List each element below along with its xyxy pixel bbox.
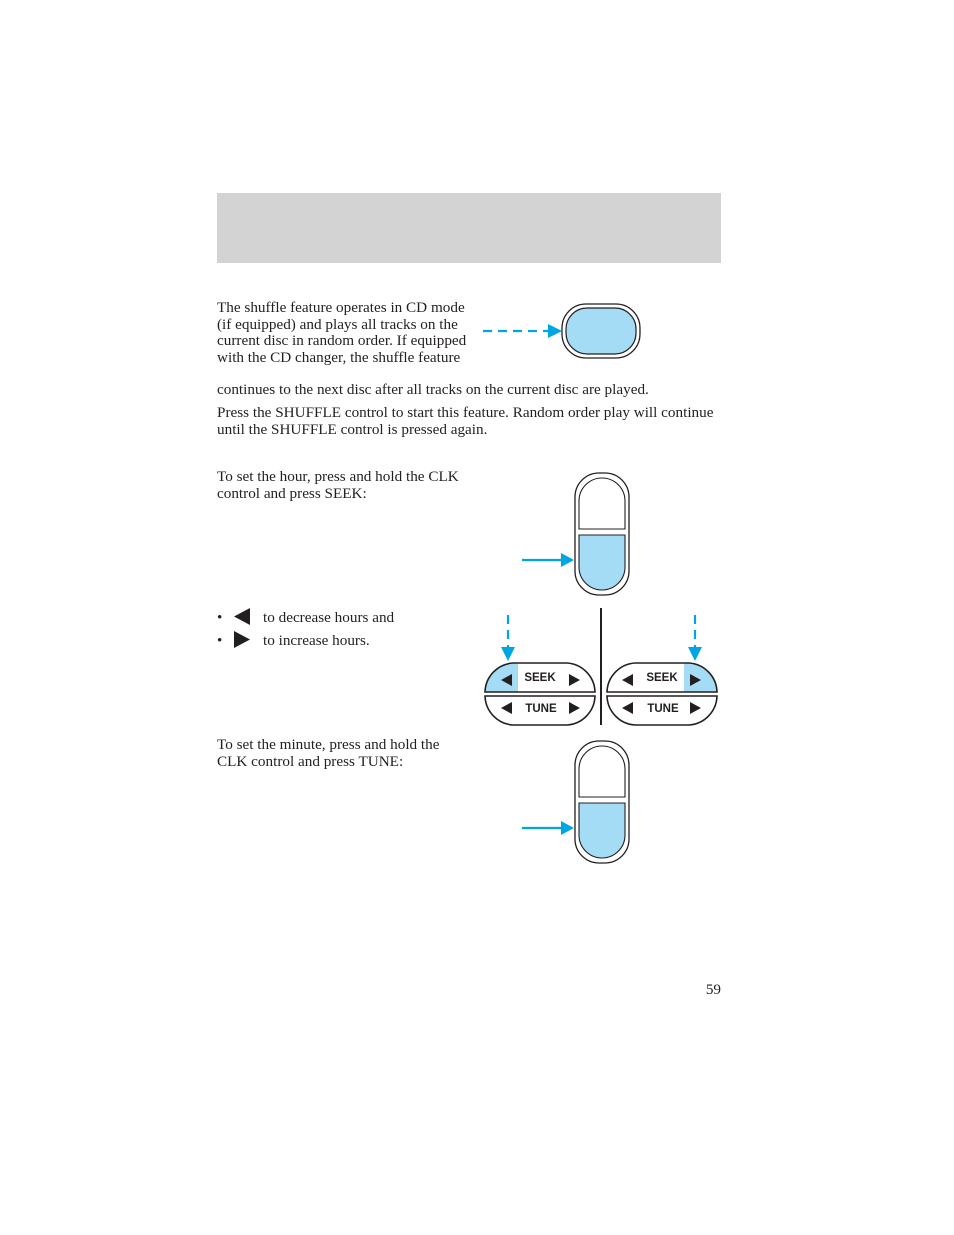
clk-rocker-lower-highlight	[579, 535, 625, 590]
seek-label: SEEK	[524, 672, 556, 684]
right-triangle-icon	[233, 631, 263, 652]
seek-tune-panel-right	[607, 615, 717, 725]
bullet-dot: •	[217, 608, 223, 626]
seek-left-arrow-icon	[622, 674, 633, 686]
clk-rocker-minute-figure	[518, 738, 638, 868]
minute-instruction: To set the minute, press and hold the CLK control and press TUNE:	[217, 736, 440, 770]
tune-label: TUNE	[525, 703, 557, 715]
shuffle-usage: Press the SHUFFLE control to start this feature. Random order play will continue until the SHUFFLE control is pressed again.	[217, 404, 714, 438]
seek-tune-figure	[480, 605, 725, 730]
tune-right-arrow-icon	[690, 702, 701, 714]
tune-label: TUNE	[647, 703, 679, 715]
clk-rocker-lower-highlight	[579, 803, 625, 858]
tune-right-arrow-icon	[569, 702, 580, 714]
bullet-increase	[217, 631, 370, 652]
shuffle-button-figure	[480, 300, 650, 362]
shuffle-description: The shuffle feature operates in CD mode (if equipped) and plays all tracks on the current disc in random order. If equipped with the CD changer, the shuffle feature	[217, 299, 467, 366]
pointer-arrowhead	[548, 324, 562, 338]
shuffle-description-continued: continues to the next disc after all tracks on the current disc are played.	[217, 381, 649, 398]
page-number: 59	[705, 981, 721, 998]
header-band	[217, 193, 721, 263]
clk-rocker-upper	[579, 478, 625, 529]
pointer-arrowhead	[688, 647, 702, 661]
pointer-arrowhead	[561, 821, 574, 835]
bullet-text: to increase hours.	[263, 631, 370, 649]
seek-tune-panel-left	[485, 615, 595, 725]
tune-left-arrow-icon	[622, 702, 633, 714]
tune-left-arrow-icon	[501, 702, 512, 714]
seek-right-arrow-icon	[569, 674, 580, 686]
hour-instruction: To set the hour, press and hold the CLK control and press SEEK:	[217, 468, 459, 502]
seek-label: SEEK	[646, 672, 678, 684]
clk-rocker-upper	[579, 746, 625, 797]
pointer-arrowhead	[501, 647, 515, 661]
pointer-arrowhead	[561, 553, 574, 567]
left-triangle-icon	[233, 608, 263, 629]
clk-rocker-hour-figure	[518, 470, 638, 600]
bullet-decrease	[217, 608, 394, 629]
bullet-text: to decrease hours and	[263, 608, 395, 626]
shuffle-button	[566, 308, 636, 354]
bullet-dot: •	[217, 631, 223, 649]
